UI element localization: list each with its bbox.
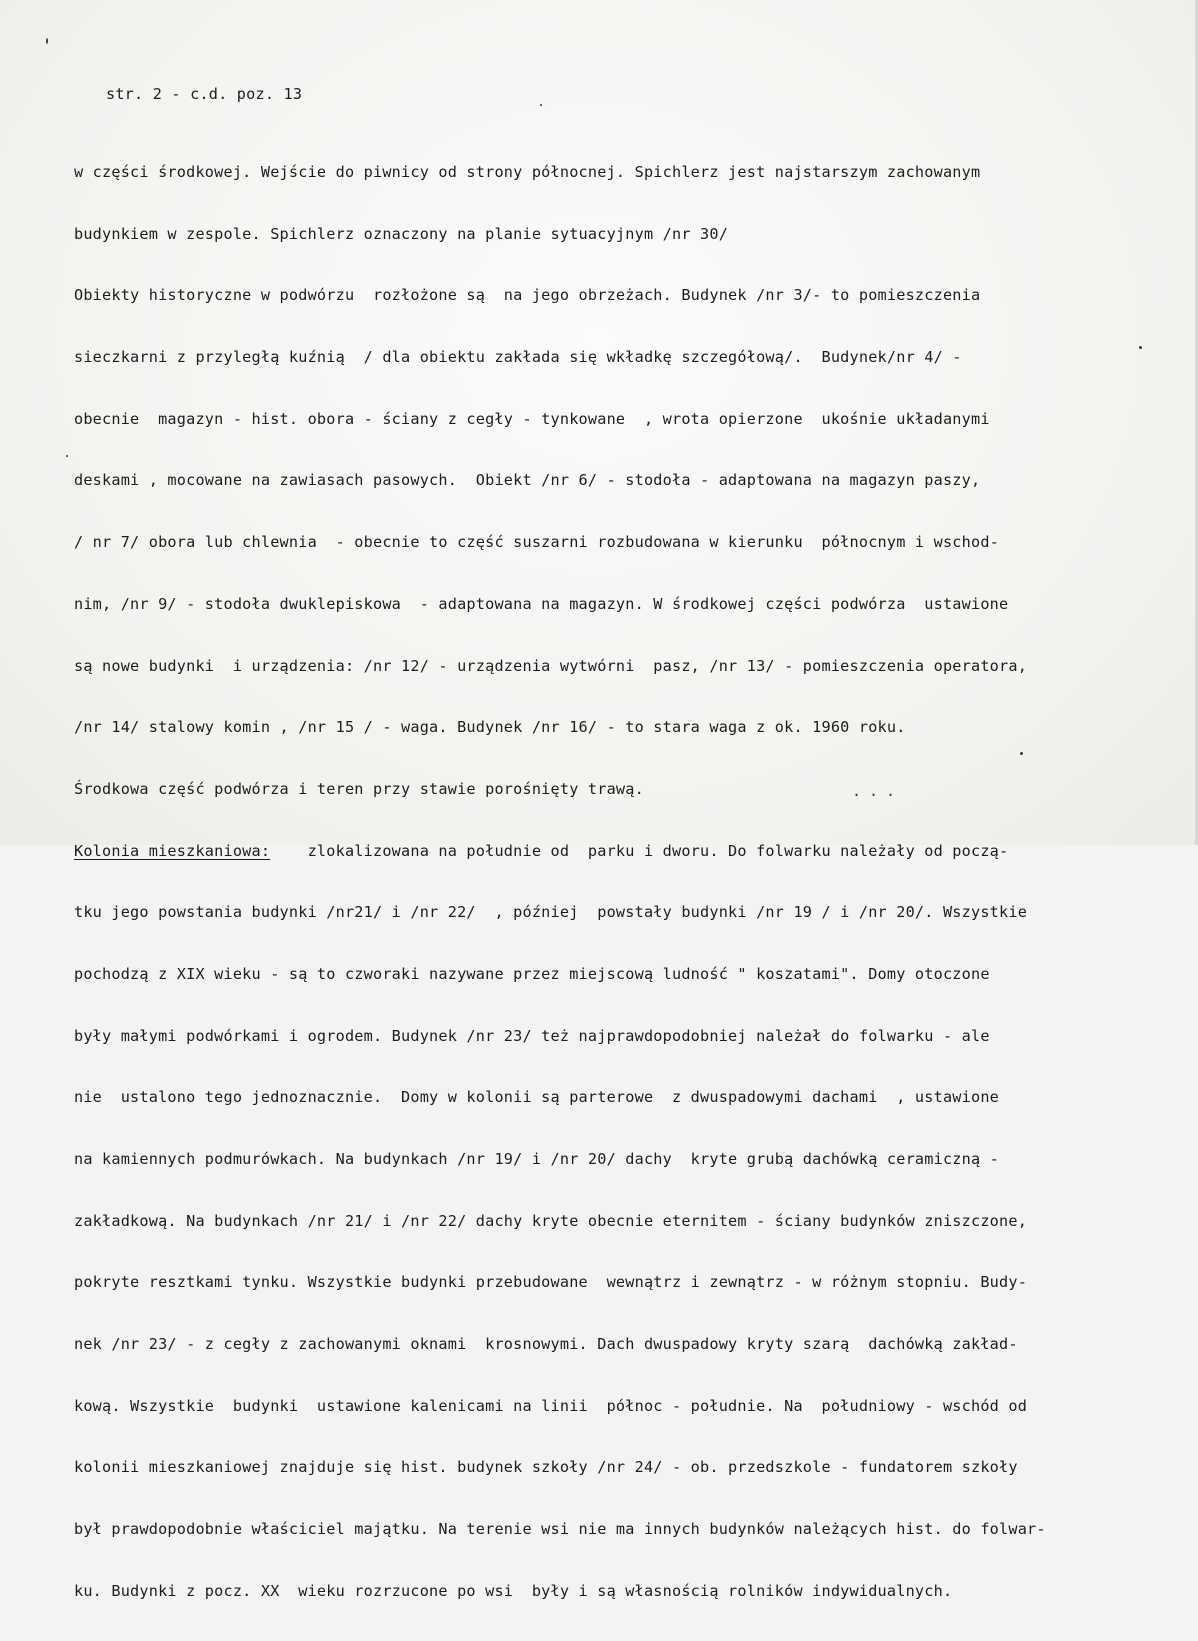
text-line: / nr 7/ obora lub chlewnia - obecnie to część suszarni rozbudowana w kierunku północnym i wschod- [74,533,1000,552]
text-line: w części środkowej. Wejście do piwnicy od strony północnej. Spichlerz jest najstarszym zachowanym [74,163,981,181]
text-line: ku. Budynki z pocz. XX wieku rozrzucone po wsi były i są własnością rolników indywidualnych. [74,1581,953,1600]
text-line: są nowe budynki i urządzenia: /nr 12/ - urządzenia wytwórni pasz, /nr 13/ - pomieszczenia operatora, [74,656,1028,675]
text-line: tku jego powstania budynki /nr21/ i /nr 22/ , później powstały budynki /nr 19 / i /nr 20/. Wszystkie [74,903,1028,922]
section-heading: Kolonia mieszkaniowa: [74,841,271,860]
text-line: nie ustalono tego jednoznacznie. Domy w kolonii są parterowe z dwuspadowymi dachami , ustawione [74,1088,1000,1107]
text-line: kową. Wszystkie budynki ustawione kalenicami na linii północ - południe. Na południowy - wschód od [74,1396,1028,1415]
text-line: obecnie magazyn - hist. obora - ściany z cegły - tynkowane , wrota opierzone ukośnie układanymi [74,409,990,428]
section-heading-continuation: zlokalizowana na południe od parku i dworu. Do folwarku należały od począ- [270,841,1009,860]
text-line: sieczkarni z przyległą kuźnią / dla obiektu zakłada się wkładkę szczegółową/. Budynek/nr 4/ - [74,348,962,367]
text-line: nim, /nr 9/ - stodoła dwuklepiskowa - adaptowana na magazyn. W środkowej części podwórza ustawione [74,594,1009,613]
text-line: kolonii mieszkaniowej znajduje się hist. budynek szkoły /nr 24/ - ob. przedszkole - fundatorem szkoły [74,1458,1018,1477]
text-line: deskami , mocowane na zawiasach pasowych. Obiekt /nr 6/ - stodoła - adaptowana na magazyn paszy, [74,471,981,490]
scan-speck [1139,346,1142,349]
scan-speck [540,104,542,106]
document-body [74,124,1046,1641]
text-line: Obiekty historyczne w podwórzu rozłożone są na jego obrzeżach. Budynek /nr 3/- to pomieszczenia [74,286,981,305]
text-line: pokryte resztkami tynku. Wszystkie budynki przebudowane wewnątrz i zewnątrz - w różnym stopniu. Budy- [74,1273,1028,1292]
scan-speck [1020,752,1023,755]
text-line: były małymi podwórkami i ogrodem. Budynek /nr 23/ też najprawdopodobniej należał do folwarku - ale [74,1026,990,1045]
text-line: nek /nr 23/ - z cegły z zachowanymi oknami krosnowymi. Dach dwuspadowy kryty szarą dachówką zakład- [74,1335,1018,1354]
scan-speck [46,38,48,44]
text-line: budynkiem w zespole. Spichlerz oznaczony na planie sytuacyjnym /nr 30/ [74,224,729,243]
page-header: str. 2 - c.d. poz. 13 [106,85,303,103]
text-line: Środkowa część podwórza i teren przy stawie porośnięty trawą. [74,779,644,798]
text-line: był prawdopodobnie właściciel majątku. Na terenie wsi nie ma innych budynków należących hist. do folwar- [74,1520,1046,1539]
text-line: pochodzą z XIX wieku - są to czworaki nazywane przez miejscową ludność " koszatami". Domy otoczone [74,964,990,983]
trailing-dots: ... [852,782,904,800]
text-line: /nr 14/ stalowy komin , /nr 15 / - waga. Budynek /nr 16/ - to stara waga z ok. 1960 roku. [74,718,906,737]
text-line: na kamiennych podmurówkach. Na budynkach /nr 19/ i /nr 20/ dachy kryte grubą dachówką ceramiczną - [74,1150,1000,1168]
scan-speck [66,455,68,457]
text-line: zakładkową. Na budynkach /nr 21/ i /nr 22/ dachy kryte obecnie eternitem - ściany budynków zniszczone, [74,1211,1028,1230]
section-heading-line [74,839,1046,865]
